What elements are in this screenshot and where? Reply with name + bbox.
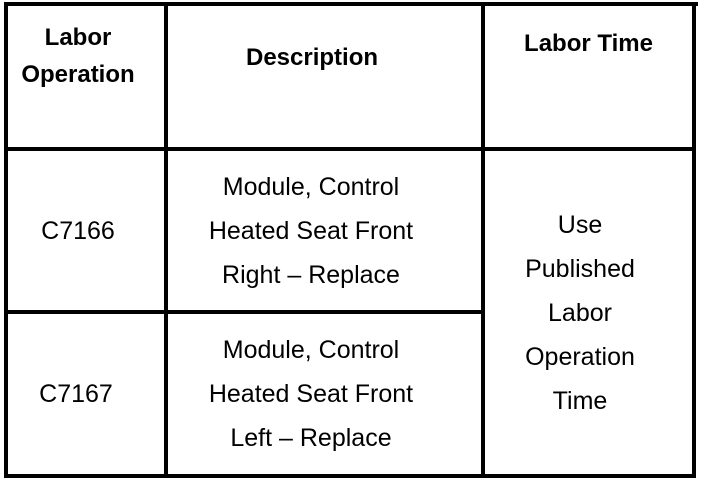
row-1-description bbox=[168, 151, 454, 310]
header-description-label: Description bbox=[245, 43, 379, 71]
row-2-description bbox=[168, 314, 454, 474]
header-labor-operation-line-1: Labor bbox=[44, 24, 112, 51]
row-1-description-line-2: Heated Seat Front bbox=[208, 216, 414, 245]
row-2-operation-code: C7167 bbox=[39, 380, 113, 408]
header-labor-operation-line-2: Operation bbox=[21, 61, 135, 88]
header-labor-time-label: Labor Time bbox=[524, 29, 653, 57]
table-border-bottom bbox=[4, 474, 696, 478]
header-labor-operation bbox=[8, 6, 148, 106]
labor-time-line-5: Time bbox=[552, 386, 608, 415]
table-border-right bbox=[692, 2, 696, 478]
labor-time-value bbox=[485, 151, 675, 474]
row-2-operation bbox=[8, 314, 144, 474]
row-2-description-line-3: Left – Replace bbox=[230, 424, 392, 452]
labor-time-line-4: Operation bbox=[525, 342, 635, 371]
row-2-description-line-2: Heated Seat Front bbox=[208, 380, 414, 408]
row-2-description-line-1: Module, Control bbox=[222, 336, 400, 364]
labor-time-line-3: Labor bbox=[548, 298, 612, 327]
row-1-operation-code: C7166 bbox=[41, 216, 115, 245]
labor-time-line-1: Use bbox=[557, 210, 603, 239]
labor-time-line-2: Published bbox=[525, 254, 635, 283]
row-1-description-line-3: Right – Replace bbox=[222, 260, 400, 289]
row-1-description-line-1: Module, Control bbox=[222, 172, 400, 201]
row-1-operation bbox=[8, 151, 148, 310]
header-description bbox=[168, 6, 456, 108]
header-labor-time bbox=[485, 6, 692, 80]
